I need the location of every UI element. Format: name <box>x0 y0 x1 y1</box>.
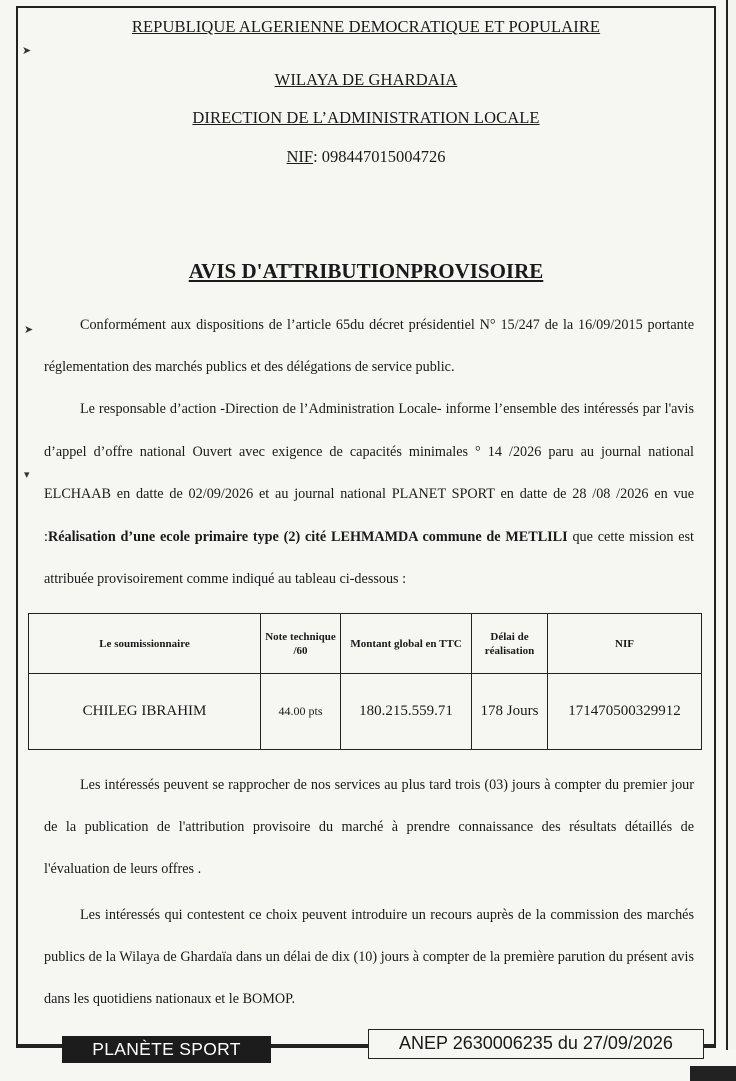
paragraph-announcement <box>44 388 694 601</box>
nif-label: NIF <box>286 147 314 166</box>
col-nif: NIF <box>548 614 702 674</box>
cell-bidder: CHILEG IBRAHIM <box>29 674 261 750</box>
nif-line <box>16 147 716 167</box>
project-name: Réalisation d’une ecole primaire type (2) cité LEHMAMDA commune de METLILI <box>47 528 568 545</box>
republic-heading: REPUBLIQUE ALGERIENNE DEMOCRATIQUE ET POPULAIRE <box>131 17 601 36</box>
announcement-text: Le responsable d’action -Direction de l’Administration Locale- informe l’ensemble des intéressés par l'avis d’appel d’offre national Ouvert avec exigence de capacités minimales ° 14 /2026 paru au journal national ELCHAAB en datte de 02/09/2026 et au journal national PLANET SPORT en datte de 28 /08 /2026 en vue : <box>44 401 694 545</box>
announcement-end: que cette mission est attribuée provisoirement comme indiqué au tableau ci-dessous : <box>44 528 695 587</box>
cell-deadline: 178 Jours <box>472 674 548 750</box>
table-row <box>29 674 702 750</box>
direction-heading: DIRECTION DE L’ADMINISTRATION LOCALE <box>192 108 540 127</box>
paragraph-legal-basis <box>44 304 694 388</box>
page-number-badge <box>690 1066 736 1081</box>
nif-value: : 098447015004726 <box>313 147 446 166</box>
margin-mark-icon: ➤ <box>22 45 32 57</box>
paragraph-appeal-text: Les intéressés qui contestent ce choix peuvent introduire un recours auprès de la commission des marchés publics de la Wilaya de Ghardaïa dans un délai de dix (10) jours à compter de la première parution du présent avis dans les quotidiens nationaux et le BOMOP. <box>44 907 694 1007</box>
publication-label: PLANÈTE SPORT <box>62 1036 271 1063</box>
paragraph-appeal <box>44 894 694 1020</box>
col-deadline: Délai de réalisation <box>472 614 548 674</box>
wilaya-heading: WILAYA DE GHARDAIA <box>274 70 458 89</box>
paragraph-legal-basis-text: Conformément aux dispositions de l’article 65du décret présidentiel N° 15/247 de la 16/09/2015 portante réglementation des marchés publics et des délégations de service public. <box>44 317 694 375</box>
margin-mark-icon: ➤ <box>24 324 34 336</box>
cell-nif: 171470500329912 <box>548 674 702 750</box>
table-header-row <box>29 614 702 674</box>
award-table <box>28 613 702 750</box>
col-bidder: Le soumissionnaire <box>29 614 261 674</box>
paragraph-consultation <box>44 764 694 890</box>
anep-reference: ANEP 2630006235 du 27/09/2026 <box>368 1029 704 1059</box>
margin-mark-icon: ▾ <box>24 469 30 481</box>
col-amount: Montant global en TTC <box>341 614 472 674</box>
cell-technical-score: 44.00 pts <box>261 674 341 750</box>
adjacent-column-edge <box>726 0 736 1050</box>
col-technical-score: Note technique /60 <box>261 614 341 674</box>
notice-title: AVIS D'ATTRIBUTIONPROVISOIRE <box>188 259 544 283</box>
cell-amount: 180.215.559.71 <box>341 674 472 750</box>
paragraph-consultation-text: Les intéressés peuvent se rapprocher de nos services au plus tard trois (03) jours à compter du premier jour de la publication de l'attribution provisoire du marché à prendre connaissance des résultats détaillés de l'évaluation de leurs offres . <box>44 777 694 877</box>
